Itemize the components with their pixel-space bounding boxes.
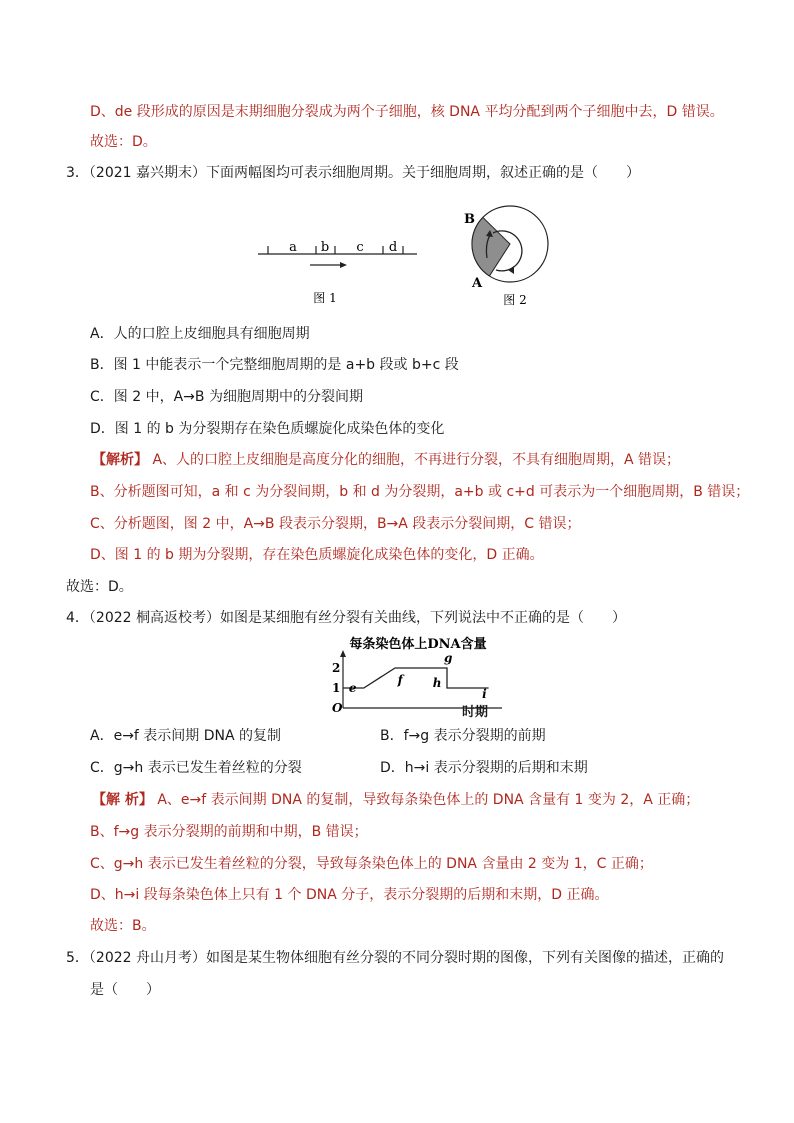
q4-stem: 4．（2022 桐高返校考）如图是某细胞有丝分裂有关曲线，下列说法中不正确的是（ ） bbox=[66, 610, 626, 626]
q4-analysis-a-text: A、e→f 表示间期 DNA 的复制，导致每条染色体上的 DNA 含量有 1 变为 2，A 正确； bbox=[157, 792, 700, 808]
prev-answer-choice: 故选：D。 bbox=[90, 134, 157, 150]
q3-option-c: C．图 2 中，A→B 为细胞周期中的分裂间期 bbox=[90, 389, 363, 405]
chart-origin: O bbox=[332, 701, 343, 715]
q3-option-a: A．人的口腔上皮细胞具有细胞周期 bbox=[90, 326, 310, 342]
fig2-label-A: A bbox=[472, 276, 483, 291]
q3-choice: 故选：D。 bbox=[66, 579, 133, 595]
q4-option-b: B．f→g 表示分裂期的前期 bbox=[380, 728, 546, 744]
chart-label-g: g bbox=[444, 651, 453, 665]
q3-stem: 3．（2021 嘉兴期末）下面两幅图均可表示细胞周期。关于细胞周期，叙述正确的是（ ） bbox=[66, 165, 640, 181]
fig2-caption: 图 2 bbox=[503, 293, 527, 307]
q3-analysis-c: C、分析题图，图 2 中，A→B 段表示分裂期，B→A 段表示分裂间期，C 错误； bbox=[90, 516, 581, 532]
chart-label-f: f bbox=[397, 673, 403, 687]
q3-figure-2 bbox=[458, 200, 568, 310]
q4-analysis-tag: 【解 析】 bbox=[92, 792, 153, 808]
q4-analysis-c: C、g→h 表示已发生着丝粒的分裂，导致每条染色体上的 DNA 含量由 2 变为 1，C 正确； bbox=[90, 856, 653, 872]
q3-option-b: B．图 1 中能表示一个完整细胞周期的是 a+b 段或 b+c 段 bbox=[90, 357, 459, 373]
q4-analysis-a bbox=[92, 790, 699, 810]
chart-label-h: h bbox=[432, 676, 442, 690]
q3-option-d: D．图 1 的 b 为分裂期存在染色质螺旋化成染色体的变化 bbox=[90, 421, 445, 437]
chart-ytick-1: 1 bbox=[332, 681, 341, 695]
q3-analysis-a-text: A、人的口腔上皮细胞是高度分化的细胞，不再进行分裂，不具有细胞周期，A 错误； bbox=[152, 452, 681, 468]
q3-analysis-a bbox=[92, 450, 680, 470]
fig2-label-B: B bbox=[464, 212, 475, 227]
chart-label-i: i bbox=[482, 687, 487, 701]
chart-y-axis-arrow bbox=[340, 650, 346, 657]
q4-analysis-d: D、h→i 段每条染色体上只有 1 个 DNA 分子，表示分裂期的后期和末期，D 正确。 bbox=[90, 887, 609, 903]
q3-figure-1 bbox=[255, 232, 425, 312]
fig1-label-a: a bbox=[289, 240, 297, 255]
q5-stem-line2: 是（ ） bbox=[90, 982, 160, 998]
fig1-caption: 图 1 bbox=[313, 291, 337, 305]
fig1-label-b: b bbox=[320, 240, 330, 255]
prev-answer-d-line: D、de 段形成的原因是末期细胞分裂成为两个子细胞，核 DNA 平均分配到两个子细胞中去，D 错误。 bbox=[90, 104, 724, 120]
q4-analysis-b: B、f→g 表示分裂期的前期和中期，B 错误； bbox=[90, 824, 368, 840]
chart-xlabel: 时期 bbox=[462, 705, 489, 720]
q3-analysis-tag: 【解析】 bbox=[92, 452, 148, 468]
q4-option-a: A．e→f 表示间期 DNA 的复制 bbox=[90, 728, 282, 744]
chart-title: 每条染色体上DNA含量 bbox=[349, 637, 487, 652]
q4-choice: 故选：B。 bbox=[90, 918, 156, 934]
fig1-label-c: c bbox=[356, 240, 364, 255]
chart-series-line bbox=[343, 668, 489, 688]
q4-option-d: D．h→i 表示分裂期的后期和末期 bbox=[380, 760, 588, 776]
q5-stem-line1: 5．（2022 舟山月考）如图是某生物体细胞有丝分裂的不同分裂时期的图像，下列有关图像的描述，正确的 bbox=[66, 950, 724, 966]
q4-option-c: C．g→h 表示已发生着丝粒的分裂 bbox=[90, 760, 302, 776]
fig1-arrow-head bbox=[340, 262, 347, 268]
q3-analysis-b: B、分析题图可知，a 和 c 为分裂间期，b 和 d 为分裂期，a+b 或 c+d 可表示为一个细胞周期，B 错误； bbox=[90, 484, 750, 500]
q3-analysis-d: D、图 1 的 b 期为分裂期，存在染色质螺旋化成染色体的变化，D 正确。 bbox=[90, 547, 544, 563]
chart-label-e: e bbox=[348, 681, 357, 695]
chart-ytick-2: 2 bbox=[332, 661, 341, 675]
fig1-label-d: d bbox=[388, 240, 398, 255]
